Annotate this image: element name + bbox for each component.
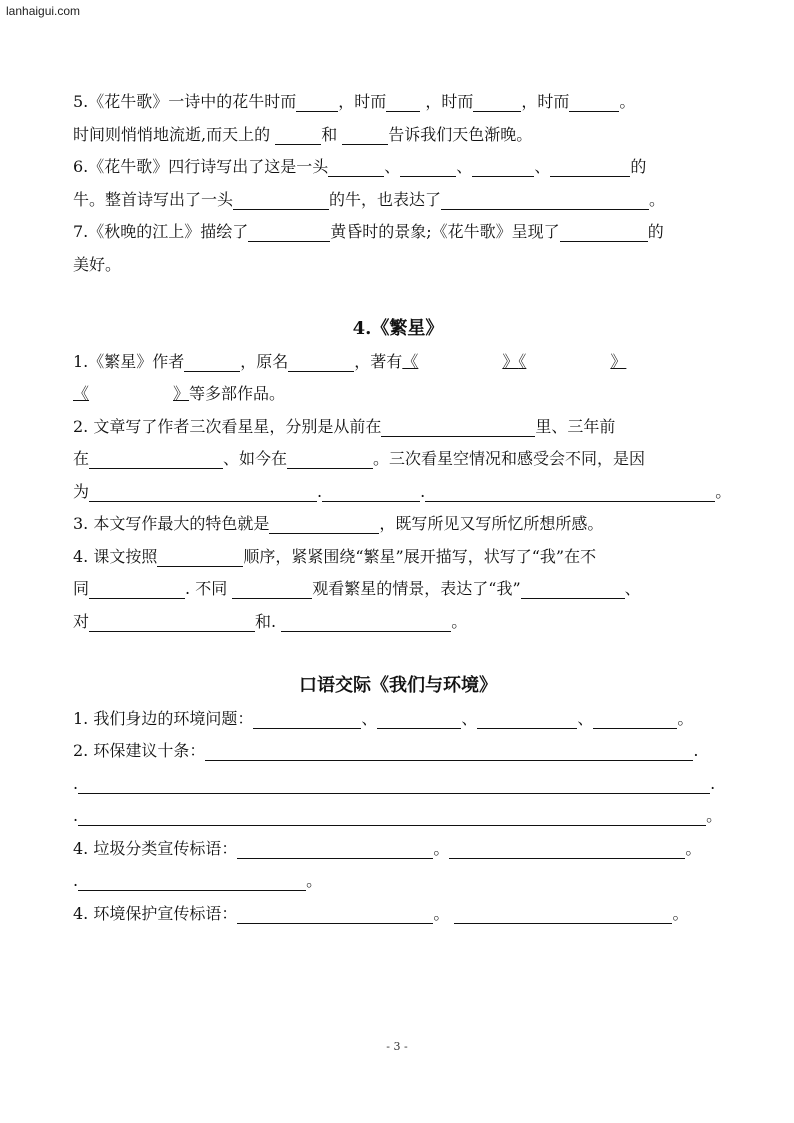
section-title: 口语交际《我们与环境》 (299, 675, 497, 696)
s5-q3-line2 (73, 865, 723, 898)
separator: 、 (577, 708, 594, 728)
s4-q2-text: 在 (73, 449, 90, 468)
s5-q1-text: 1. 我们身边的环境问题： (73, 708, 254, 728)
s4-q2-text: 为 (73, 481, 90, 501)
s4-q2-line3 (73, 476, 732, 509)
q7-text: 的 (647, 222, 664, 241)
answer-blank[interactable] (425, 481, 715, 502)
answer-blank[interactable] (78, 870, 306, 891)
answer-blank[interactable] (550, 156, 630, 177)
answer-blank[interactable] (89, 611, 255, 632)
q6-text: 的 (630, 157, 647, 176)
separator: 、 (456, 157, 473, 176)
q5-text: 告诉我们天色渐晚。 (388, 124, 533, 144)
s4-q1-text: 1.《繁星》作者 (73, 351, 185, 371)
q6-text: 。 (649, 189, 666, 209)
s4-q4-line2 (73, 573, 723, 606)
dot: . (73, 773, 79, 793)
s5-q2-line3 (73, 800, 723, 833)
period: 。 (677, 708, 694, 728)
s4-q4-line1 (73, 541, 723, 574)
period: 。 (706, 806, 723, 825)
dot: . (710, 773, 716, 793)
s4-q4-text: 顺序，紧紧围绕“繁星”展开描写，状写了“我”在不 (243, 546, 597, 566)
answer-blank[interactable] (253, 708, 361, 729)
answer-blank[interactable] (296, 91, 338, 112)
q5-text: 和 (321, 124, 343, 144)
q7-line1 (73, 216, 723, 249)
answer-blank[interactable] (521, 578, 625, 599)
s4-q1-text: ，著有 (354, 351, 403, 371)
dot: . (185, 579, 196, 598)
answer-blank[interactable] (237, 903, 433, 924)
answer-blank[interactable] (269, 513, 379, 534)
s5-q3-line1 (73, 833, 723, 866)
page-number: - 3 - (386, 1040, 408, 1053)
answer-blank[interactable] (287, 448, 373, 469)
answer-blank[interactable] (560, 221, 648, 242)
answer-blank[interactable] (441, 189, 649, 210)
section-title: 4.《繁星》 (352, 318, 444, 339)
answer-blank[interactable] (328, 156, 384, 177)
s5-q2-line2 (73, 768, 723, 801)
s4-q4-text: 同 (73, 579, 90, 598)
answer-blank[interactable] (377, 708, 461, 729)
q5-line1 (73, 86, 723, 119)
q5-text: ，时而 (521, 92, 570, 111)
answer-blank[interactable] (248, 221, 330, 242)
s5-q2-text: 2. 环保建议十条： (73, 741, 206, 760)
answer-blank[interactable] (477, 708, 577, 729)
separator: 、 (384, 157, 401, 176)
answer-blank[interactable] (233, 189, 329, 210)
answer-blank[interactable] (78, 805, 706, 826)
s5-q4-text: 4. 环境保护宣传标语： (73, 903, 238, 923)
answer-blank[interactable] (593, 708, 677, 729)
s4-q4-text: 不同 (195, 579, 233, 598)
answer-blank[interactable] (184, 351, 240, 372)
period: 。 (306, 871, 323, 890)
answer-blank[interactable] (237, 838, 433, 859)
q5-text: ，时而 (338, 92, 387, 111)
s4-q4-text: 对 (73, 611, 90, 631)
period: 。 (433, 838, 450, 858)
answer-blank[interactable] (89, 481, 317, 502)
dot: . (693, 741, 699, 760)
answer-blank[interactable] (288, 351, 354, 372)
period: 。 (685, 838, 702, 858)
period: 。 (433, 903, 455, 923)
answer-blank[interactable] (232, 578, 312, 599)
dot: . (73, 806, 79, 825)
q7-text: 黄昏时的景象;《花牛歌》呈现了 (330, 222, 560, 241)
book-blank[interactable]: 《 》《 》 (402, 351, 627, 371)
answer-blank[interactable] (89, 448, 223, 469)
period: 。 (672, 903, 689, 923)
q7-line2 (73, 249, 723, 282)
s4-q2-line1 (73, 411, 723, 444)
q5-text: ，时而 (420, 92, 474, 111)
q5-line2 (73, 119, 723, 152)
answer-blank[interactable] (472, 156, 534, 177)
separator: 、 (534, 157, 551, 176)
s4-q4-line3 (73, 606, 723, 639)
s4-q2-text: 2. 文章写了作者三次看星星，分别是从前在 (73, 416, 382, 436)
q6-text: 的牛，也表达了 (329, 189, 442, 209)
answer-blank[interactable] (569, 91, 619, 112)
q5-text: 时间则悄悄地流逝,而天上的 (73, 124, 276, 144)
site-watermark: lanhaigui.com (6, 4, 81, 18)
period: 。 (451, 611, 468, 631)
dot: . (420, 481, 426, 501)
period: 。 (715, 481, 732, 501)
separator: 、 (361, 708, 378, 728)
s5-q3-text: 4. 垃圾分类宣传标语： (73, 838, 238, 858)
answer-blank[interactable] (322, 481, 420, 502)
answer-blank[interactable] (275, 124, 321, 145)
answer-blank[interactable] (386, 91, 420, 112)
s5-q4 (73, 898, 723, 931)
separator: 、 (461, 708, 478, 728)
s4-q3-text: 3. 本文写作最大的特色就是 (73, 514, 270, 533)
s5-q1 (73, 703, 723, 736)
q6-line1 (73, 151, 723, 184)
q5-text: 5.《花牛歌》一诗中的花牛时而 (73, 92, 297, 111)
answer-blank[interactable] (449, 838, 685, 859)
dot: . (317, 481, 323, 501)
answer-blank[interactable] (454, 903, 672, 924)
answer-blank[interactable] (78, 773, 710, 794)
answer-blank[interactable] (89, 578, 185, 599)
s4-q2-line2 (73, 443, 723, 476)
s4-q4-text: 和. (255, 611, 282, 631)
s4-q2-text: 。三次看星空情况和感受会不同，是因 (373, 449, 646, 468)
q5-text: 。 (619, 92, 636, 111)
s4-q2-text: 里、三年前 (535, 416, 616, 436)
answer-blank[interactable] (205, 740, 693, 761)
s4-q4-text: 4. 课文按照 (73, 546, 158, 566)
q7-text: 7.《秋晚的江上》描绘了 (73, 222, 249, 241)
s5-q2-line1 (73, 735, 723, 768)
book-blank[interactable]: 《 》 (73, 384, 190, 403)
separator: 、 (624, 579, 641, 598)
q6-text: 6.《花牛歌》四行诗写出了这是一头 (73, 157, 329, 176)
dot: . (73, 871, 79, 890)
s4-q2-text: 、如今在 (223, 449, 288, 468)
answer-blank[interactable] (157, 546, 243, 567)
s4-q1-text: ，原名 (240, 351, 289, 371)
s4-q3-text: ，既写所见又写所忆所想所感。 (379, 514, 604, 533)
q6-text: 牛。整首诗写出了一头 (73, 189, 234, 209)
q7-text: 美好。 (73, 254, 122, 274)
s4-q1-text: 等多部作品。 (189, 384, 286, 403)
s4-q4-text: 观看繁星的情景，表达了“我” (312, 579, 521, 598)
q6-line2 (73, 184, 723, 217)
s4-q3 (73, 508, 723, 541)
s4-q1-line1 (73, 346, 723, 379)
s4-q1-line2 (73, 378, 723, 411)
answer-blank[interactable] (473, 91, 521, 112)
answer-blank[interactable] (281, 611, 451, 632)
answer-blank[interactable] (381, 416, 535, 437)
answer-blank[interactable] (342, 124, 388, 145)
answer-blank[interactable] (400, 156, 456, 177)
worksheet-content (73, 86, 732, 930)
